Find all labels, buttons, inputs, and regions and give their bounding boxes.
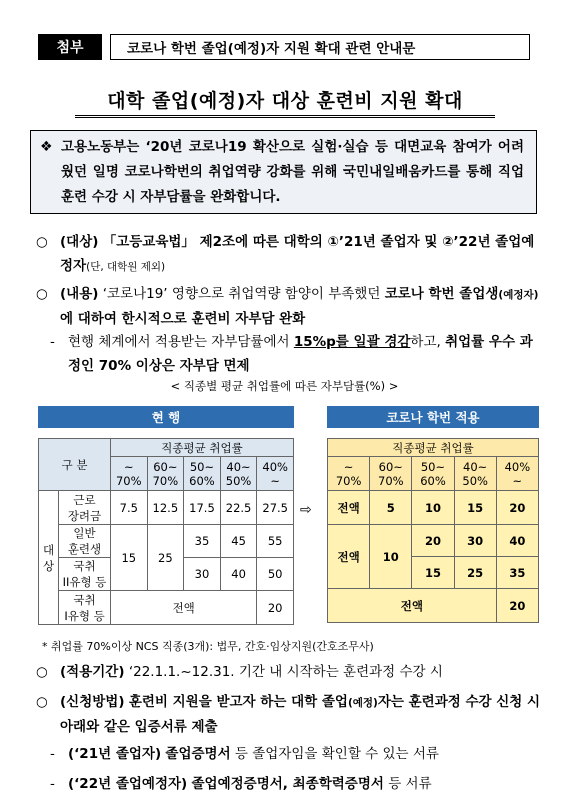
row-label: 근로 장려금 xyxy=(59,491,111,525)
apply-sub-2 xyxy=(50,772,542,796)
cell: 27.5 xyxy=(257,491,294,525)
corona-table xyxy=(327,438,539,623)
content-text-1: ‘코로나19’ 영향으로 취업역량 함양이 부족했던 xyxy=(102,286,381,302)
rate-col: 50~ 60% xyxy=(412,457,454,491)
rate-header: 직종평균 취업률 xyxy=(111,439,294,457)
current-table xyxy=(38,438,294,625)
row-label: 일반 훈련생 xyxy=(59,525,111,558)
cell: 25 xyxy=(454,557,496,589)
apply-sub-1-label: (‘21년 졸업자) xyxy=(68,746,162,762)
cell: 30 xyxy=(184,558,221,591)
cell: 전액 xyxy=(328,491,370,525)
row-label: 국취 I유형 등 xyxy=(59,591,111,625)
title-underline xyxy=(75,115,495,118)
circle-bullet-icon: ○ xyxy=(36,286,48,302)
cell: 40 xyxy=(220,558,257,591)
rate-col: 40% ~ xyxy=(257,457,294,491)
table-caption: < 직종별 평균 취업률에 따른 자부담률(%) > xyxy=(170,379,399,393)
cell: 35 xyxy=(496,557,538,589)
cell: 15 xyxy=(111,525,148,591)
cell: 50 xyxy=(257,558,294,591)
content-sub-text-2: 하고, xyxy=(410,334,446,350)
content-sub-highlight-2: 취업률 우수 과정인 70% 이상은 자부담 면제 xyxy=(68,334,533,374)
footnote: * 취업률 70%이상 NCS 직종(3개): 법무, 간호·임상지원(간호조무사) xyxy=(42,640,374,653)
period-label: (적용기간) xyxy=(60,664,125,680)
attachment-tag: 첨부 xyxy=(38,34,102,60)
content-sub-highlight-1: 15%p를 일괄 경감 xyxy=(293,334,411,350)
diamond-bullet-icon: ❖ xyxy=(40,139,53,155)
apply-sub-1-highlight: 졸업증명서 xyxy=(165,746,231,762)
target-text: 「고등교육법」 제2조에 따른 대학의 ①’21년 졸업자 및 ②’22년 졸업예정자 xyxy=(60,234,535,274)
content-text-3: 에 대하여 한시적으로 훈련비 자부담 완화 xyxy=(60,311,306,327)
rate-col: 40~ 50% xyxy=(454,457,496,491)
cell: 30 xyxy=(454,525,496,557)
cell: 12.5 xyxy=(147,491,184,525)
rate-col: ~ 70% xyxy=(328,457,370,491)
apply-sub-2-text: 등 서류 xyxy=(383,776,432,792)
rate-col: 60~ 70% xyxy=(147,457,184,491)
cell: 20 xyxy=(257,591,294,625)
dash-bullet: - xyxy=(50,334,55,350)
rate-col: 40~ 50% xyxy=(220,457,257,491)
group-label: 대상 xyxy=(39,491,59,625)
apply-sub-2-highlight: 졸업예정증명서, 최종학력증명서 xyxy=(191,776,384,792)
cell: 22.5 xyxy=(220,491,257,525)
period-text: ‘22.1.1.~12.31. 기간 내 시작하는 훈련과정 수강 시 xyxy=(128,664,443,680)
dash-bullet: - xyxy=(50,746,55,762)
cell: 전액 xyxy=(328,525,370,589)
content-item xyxy=(36,282,541,331)
target-label: (대상) xyxy=(60,234,99,250)
rate-col: 60~ 70% xyxy=(370,457,412,491)
cell: 40 xyxy=(496,525,538,557)
summary-box xyxy=(30,130,537,214)
attachment-header xyxy=(38,34,530,60)
rate-col: 40% ~ xyxy=(496,457,538,491)
cell: 전액 xyxy=(328,589,497,623)
cell: 17.5 xyxy=(184,491,221,525)
attachment-title: 코로나 학번 졸업(예정)자 지원 확대 관련 안내문 xyxy=(110,34,530,60)
right-arrow-icon: ⇨ xyxy=(300,502,312,518)
circle-bullet-icon: ○ xyxy=(36,664,48,680)
target-note: (단, 대학원 제외) xyxy=(86,261,166,273)
cell: 5 xyxy=(370,491,412,525)
dash-bullet: - xyxy=(50,776,55,792)
content-note: (예정자) xyxy=(498,289,539,301)
cell: 45 xyxy=(220,525,257,558)
circle-bullet-icon: ○ xyxy=(36,234,48,250)
cell: 20 xyxy=(496,491,538,525)
summary-text: 고용노동부는 ‘20년 코로나19 확산으로 실험·실습 등 대면교육 참여가 어려웠던 일명 코로나학번의 취업역량 강화를 위해 국민내일배움카드를 통해 직업훈련 수강 시 자부담률을 완화합니다. xyxy=(61,139,524,205)
apply-sub-1 xyxy=(50,742,542,766)
apply-text-2: 자는 훈련과정 수강 신청 시 아래와 같은 xyxy=(60,694,541,735)
current-bar: 현 행 xyxy=(38,406,294,428)
gubun-header: 구 분 xyxy=(39,439,111,491)
page-title: 대학 졸업(예정)자 대상 훈련비 지원 확대 xyxy=(107,90,463,112)
cell: 전액 xyxy=(111,591,257,625)
cell: 35 xyxy=(184,525,221,558)
rate-col: ~ 70% xyxy=(111,457,148,491)
content-sub-text-1: 현행 체계에서 적용받는 자부담률에서 xyxy=(68,334,294,350)
apply-highlight: 입증서류 제출 xyxy=(134,719,218,735)
content-label: (내용) xyxy=(60,286,99,302)
period-item xyxy=(36,660,541,684)
apply-label: (신청방법) xyxy=(60,694,125,710)
apply-sub-1-text: 등 졸업자임을 확인할 수 있는 서류 xyxy=(230,746,439,762)
cell: 7.5 xyxy=(111,491,148,525)
content-sub-item xyxy=(50,330,542,378)
corona-bar: 코로나 학번 적용 xyxy=(327,406,539,428)
apply-text-1: 훈련비 지원을 받고자 하는 대학 졸업 xyxy=(128,694,348,710)
cell: 55 xyxy=(257,525,294,558)
cell: 10 xyxy=(370,525,412,589)
apply-item xyxy=(36,690,541,739)
cell: 15 xyxy=(412,557,454,589)
circle-bullet-icon: ○ xyxy=(36,694,48,710)
row-label: 국취 II유형 등 xyxy=(59,558,111,591)
target-item xyxy=(36,230,541,279)
cell: 20 xyxy=(412,525,454,557)
apply-sub-2-label: (‘22년 졸업예정자) xyxy=(68,776,188,792)
cell: 15 xyxy=(454,491,496,525)
cell: 10 xyxy=(412,491,454,525)
apply-note: (예정) xyxy=(347,697,378,709)
rate-header: 직종평균 취업률 xyxy=(328,439,539,457)
content-text-2: 코로나 학번 졸업생 xyxy=(384,286,499,302)
cell: 25 xyxy=(147,525,184,591)
rate-col: 50~ 60% xyxy=(184,457,221,491)
cell: 20 xyxy=(496,589,538,623)
